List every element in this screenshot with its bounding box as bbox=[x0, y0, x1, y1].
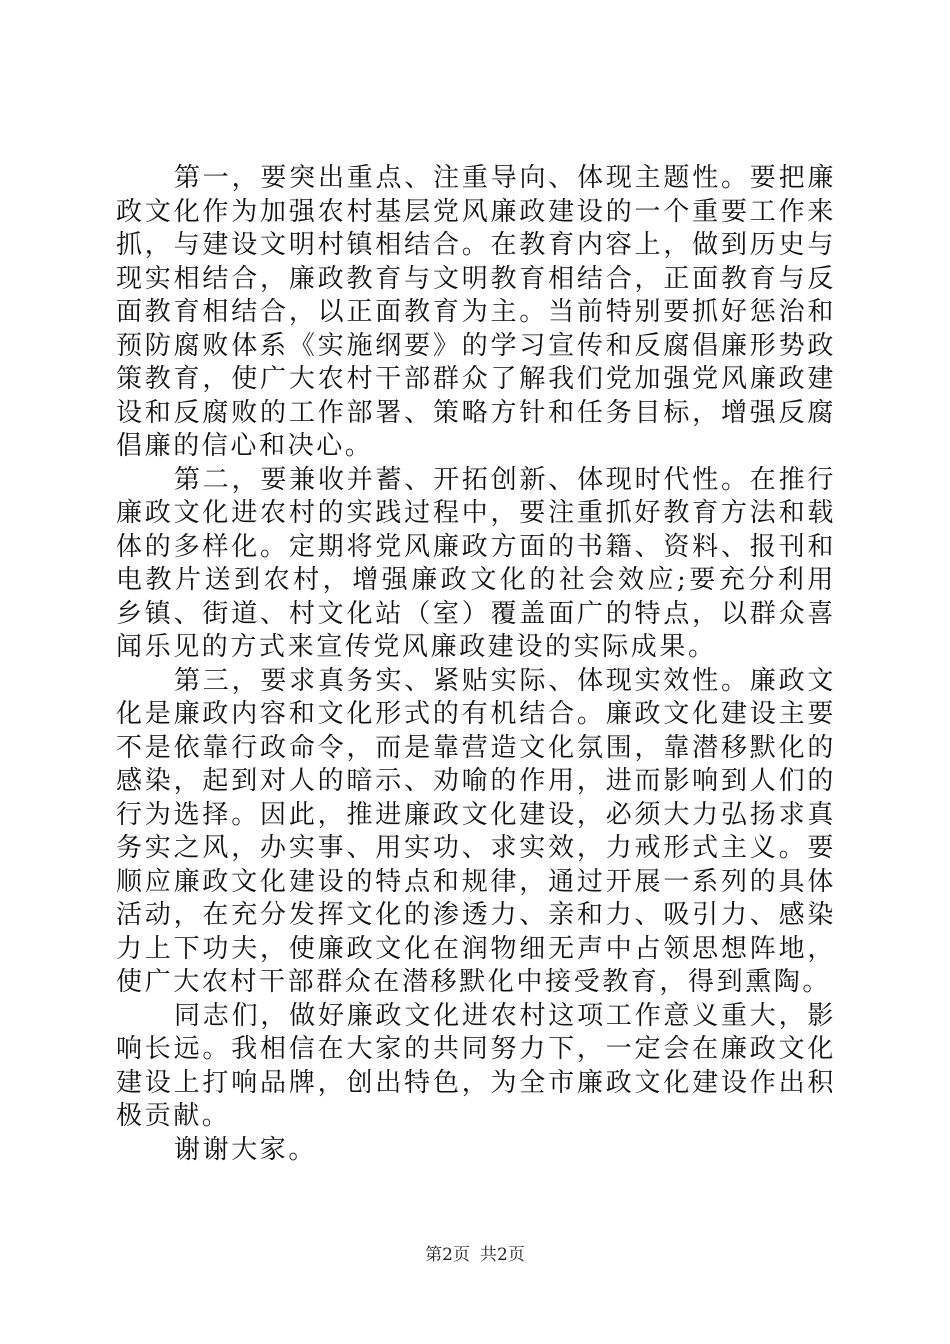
document-body bbox=[116, 162, 836, 1167]
paragraph-2: 第二，要兼收并蓄、开拓创新、体现时代性。在推行廉政文化进农村的实践过程中，要注重抓好教育方法和载体的多样化。定期将党风廉政方面的书籍、资料、报刊和电教片送到农村，增强廉政文化的社会效应;要充分利用乡镇、街道、村文化站（室）覆盖面广的特点，以群众喜闻乐见的方式来宣传党风廉政建设的实际成果。 bbox=[116, 464, 836, 662]
paragraph-1: 第一，要突出重点、注重导向、体现主题性。要把廉政文化作为加强农村基层党风廉政建设的一个重要工作来抓，与建设文明村镇相结合。在教育内容上，做到历史与现实相结合，廉政教育与文明教育相结合，正面教育与反面教育相结合，以正面教育为主。当前特别要抓好惩治和预防腐败体系《实施纲要》的学习宣传和反腐倡廉形势政策教育，使广大农村干部群众了解我们党加强党风廉政建设和反腐败的工作部署、策略方针和任务目标，增强反腐倡廉的信心和决心。 bbox=[116, 163, 836, 461]
paragraph-5: 谢谢大家。 bbox=[174, 1134, 318, 1165]
page-total: 共2页 bbox=[480, 1245, 525, 1265]
page-footer bbox=[0, 1244, 950, 1266]
paragraph-4: 同志们，做好廉政文化进农村这项工作意义重大，影响长远。我相信在大家的共同努力下，一定会在廉政文化建设上打响品牌，创出特色，为全市廉政文化建设作出积极贡献。 bbox=[116, 1000, 836, 1131]
page-number: 第2页 bbox=[425, 1245, 470, 1265]
paragraph-3: 第三，要求真务实、紧贴实际、体现实效性。廉政文化是廉政内容和文化形式的有机结合。廉政文化建设主要不是依靠行政命令，而是靠营造文化氛围，靠潜移默化的感染，起到对人的暗示、劝喻的作用，进而影响到人们的行为选择。因此，推进廉政文化建设，必须大力弘扬求真务实之风，办实事、用实功、求实效，力戒形式主义。要顺应廉政文化建设的特点和规律，通过开展一系列的具体活动，在充分发挥文化的渗透力、亲和力、吸引力、感染力上下功夫，使廉政文化在润物细无声中占领思想阵地，使广大农村干部群众在潜移默化中接受教育，得到熏陶。 bbox=[116, 665, 836, 997]
